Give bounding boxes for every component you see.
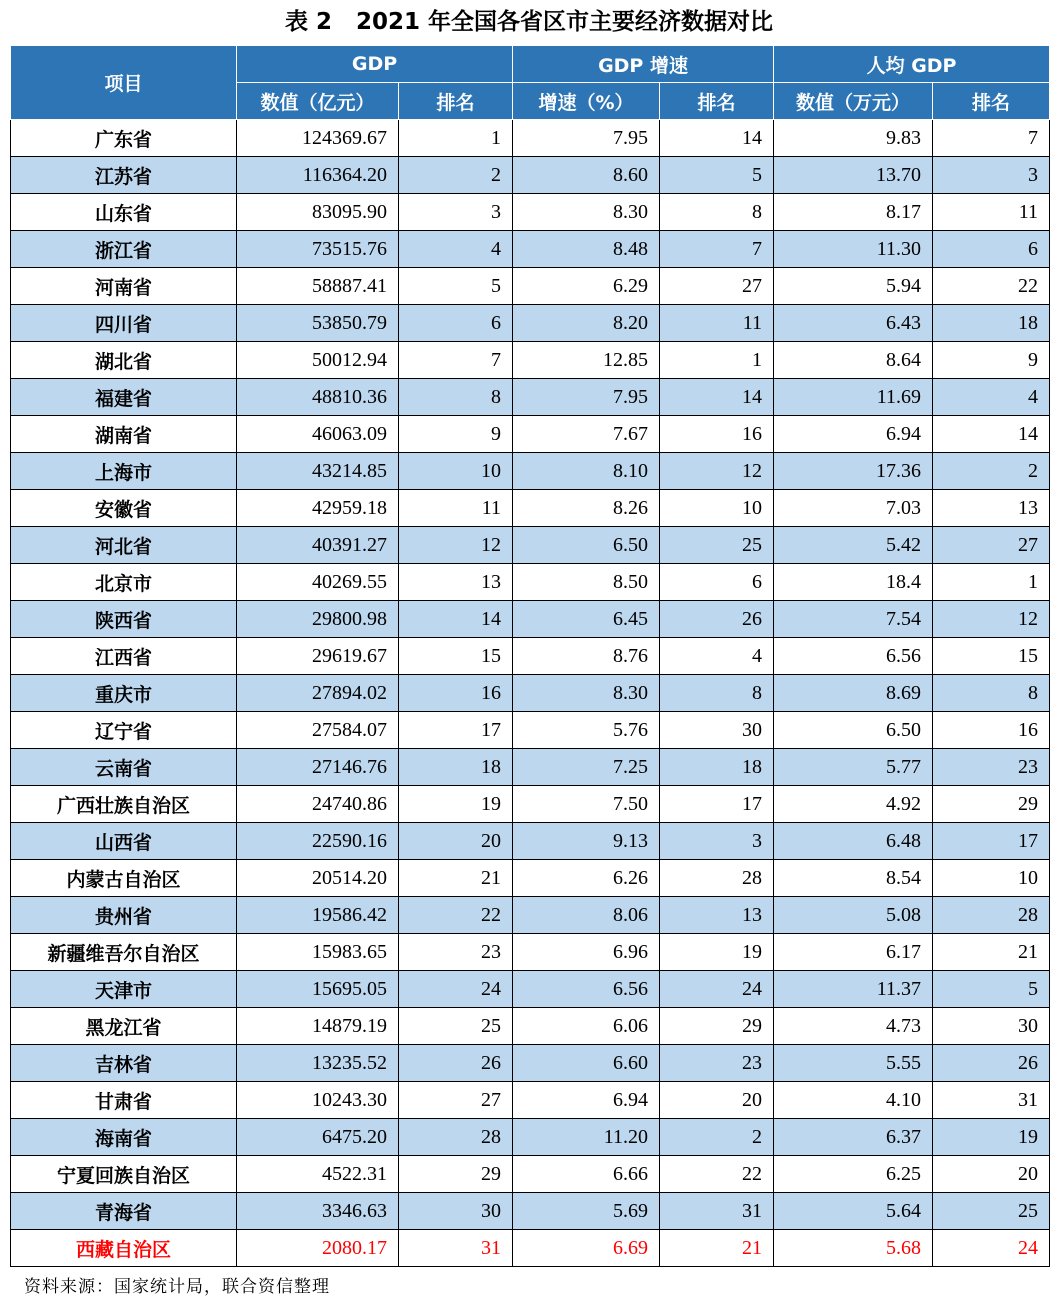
growth-value: 6.26 xyxy=(513,860,660,897)
gdp-rank: 10 xyxy=(399,453,513,490)
province-name: 江苏省 xyxy=(11,157,237,194)
growth-rank: 13 xyxy=(660,897,774,934)
per-capita-value: 9.83 xyxy=(774,120,933,157)
table-row xyxy=(11,897,1050,934)
gdp-value: 124369.67 xyxy=(237,120,399,157)
table-row xyxy=(11,120,1050,157)
header-gdp-growth: GDP 增速 xyxy=(513,46,774,83)
per-capita-value: 5.42 xyxy=(774,527,933,564)
growth-rank: 5 xyxy=(660,157,774,194)
gdp-rank: 4 xyxy=(399,231,513,268)
gdp-value: 22590.16 xyxy=(237,823,399,860)
growth-rank: 1 xyxy=(660,342,774,379)
per-capita-rank: 21 xyxy=(933,934,1050,971)
province-name: 河南省 xyxy=(11,268,237,305)
gdp-value: 10243.30 xyxy=(237,1082,399,1119)
gdp-value: 27584.07 xyxy=(237,712,399,749)
province-name: 黑龙江省 xyxy=(11,1008,237,1045)
gdp-value: 19586.42 xyxy=(237,897,399,934)
growth-value: 6.96 xyxy=(513,934,660,971)
growth-value: 9.13 xyxy=(513,823,660,860)
table-row xyxy=(11,194,1050,231)
gdp-value: 3346.63 xyxy=(237,1193,399,1230)
gdp-value: 58887.41 xyxy=(237,268,399,305)
growth-value: 6.56 xyxy=(513,971,660,1008)
gdp-value: 6475.20 xyxy=(237,1119,399,1156)
per-capita-value: 6.25 xyxy=(774,1156,933,1193)
table-row xyxy=(11,971,1050,1008)
gdp-rank: 1 xyxy=(399,120,513,157)
table-row xyxy=(11,1119,1050,1156)
per-capita-value: 6.56 xyxy=(774,638,933,675)
table-row xyxy=(11,1045,1050,1082)
gdp-value: 42959.18 xyxy=(237,490,399,527)
table-row xyxy=(11,268,1050,305)
gdp-rank: 25 xyxy=(399,1008,513,1045)
table-row xyxy=(11,601,1050,638)
table-title xyxy=(0,4,1058,40)
gdp-rank: 24 xyxy=(399,971,513,1008)
gdp-value: 13235.52 xyxy=(237,1045,399,1082)
gdp-rank: 8 xyxy=(399,379,513,416)
growth-rank: 8 xyxy=(660,675,774,712)
growth-rank: 19 xyxy=(660,934,774,971)
table-row xyxy=(11,823,1050,860)
growth-rank: 29 xyxy=(660,1008,774,1045)
per-capita-value: 5.55 xyxy=(774,1045,933,1082)
gdp-rank: 30 xyxy=(399,1193,513,1230)
gdp-value: 43214.85 xyxy=(237,453,399,490)
growth-value: 6.06 xyxy=(513,1008,660,1045)
gdp-value: 73515.76 xyxy=(237,231,399,268)
growth-rank: 24 xyxy=(660,971,774,1008)
growth-value: 8.20 xyxy=(513,305,660,342)
gdp-value: 27894.02 xyxy=(237,675,399,712)
growth-rank: 8 xyxy=(660,194,774,231)
growth-value: 6.45 xyxy=(513,601,660,638)
table-row xyxy=(11,379,1050,416)
per-capita-rank: 10 xyxy=(933,860,1050,897)
growth-value: 6.94 xyxy=(513,1082,660,1119)
table-row xyxy=(11,860,1050,897)
growth-rank: 16 xyxy=(660,416,774,453)
growth-rank: 18 xyxy=(660,749,774,786)
province-name: 云南省 xyxy=(11,749,237,786)
per-capita-rank: 16 xyxy=(933,712,1050,749)
growth-rank: 30 xyxy=(660,712,774,749)
province-name: 贵州省 xyxy=(11,897,237,934)
province-name: 安徽省 xyxy=(11,490,237,527)
per-capita-value: 6.94 xyxy=(774,416,933,453)
per-capita-value: 4.92 xyxy=(774,786,933,823)
gdp-rank: 22 xyxy=(399,897,513,934)
growth-rank: 23 xyxy=(660,1045,774,1082)
province-name: 福建省 xyxy=(11,379,237,416)
gdp-value: 116364.20 xyxy=(237,157,399,194)
province-name: 重庆市 xyxy=(11,675,237,712)
growth-value: 6.66 xyxy=(513,1156,660,1193)
growth-value: 5.69 xyxy=(513,1193,660,1230)
per-capita-value: 8.69 xyxy=(774,675,933,712)
province-name: 陕西省 xyxy=(11,601,237,638)
per-capita-rank: 11 xyxy=(933,194,1050,231)
province-name: 西藏自治区 xyxy=(11,1230,237,1267)
per-capita-value: 5.77 xyxy=(774,749,933,786)
growth-value: 7.67 xyxy=(513,416,660,453)
table-row xyxy=(11,157,1050,194)
table-row xyxy=(11,1230,1050,1267)
province-name: 甘肃省 xyxy=(11,1082,237,1119)
header-per-capita-rank: 排名 xyxy=(933,83,1050,120)
per-capita-rank: 28 xyxy=(933,897,1050,934)
per-capita-value: 13.70 xyxy=(774,157,933,194)
gdp-rank: 19 xyxy=(399,786,513,823)
gdp-value: 50012.94 xyxy=(237,342,399,379)
growth-value: 7.25 xyxy=(513,749,660,786)
province-name: 河北省 xyxy=(11,527,237,564)
gdp-rank: 7 xyxy=(399,342,513,379)
header-growth-value: 增速（%） xyxy=(513,83,660,120)
per-capita-value: 7.03 xyxy=(774,490,933,527)
growth-value: 6.50 xyxy=(513,527,660,564)
growth-rank: 14 xyxy=(660,120,774,157)
table-row xyxy=(11,342,1050,379)
growth-rank: 17 xyxy=(660,786,774,823)
per-capita-value: 4.10 xyxy=(774,1082,933,1119)
growth-rank: 25 xyxy=(660,527,774,564)
table-row xyxy=(11,749,1050,786)
table-number: 表 2 xyxy=(284,9,332,35)
per-capita-rank: 2 xyxy=(933,453,1050,490)
gdp-value: 15695.05 xyxy=(237,971,399,1008)
per-capita-rank: 5 xyxy=(933,971,1050,1008)
province-name: 上海市 xyxy=(11,453,237,490)
gdp-value: 27146.76 xyxy=(237,749,399,786)
growth-rank: 27 xyxy=(660,268,774,305)
growth-rank: 10 xyxy=(660,490,774,527)
per-capita-rank: 17 xyxy=(933,823,1050,860)
per-capita-rank: 31 xyxy=(933,1082,1050,1119)
per-capita-value: 5.64 xyxy=(774,1193,933,1230)
gdp-rank: 18 xyxy=(399,749,513,786)
growth-value: 12.85 xyxy=(513,342,660,379)
table-row xyxy=(11,564,1050,601)
growth-value: 8.30 xyxy=(513,194,660,231)
gdp-value: 29619.67 xyxy=(237,638,399,675)
province-name: 四川省 xyxy=(11,305,237,342)
table-row xyxy=(11,712,1050,749)
per-capita-rank: 18 xyxy=(933,305,1050,342)
header-per-capita-value: 数值（万元） xyxy=(774,83,933,120)
per-capita-value: 8.64 xyxy=(774,342,933,379)
gdp-value: 15983.65 xyxy=(237,934,399,971)
growth-value: 6.69 xyxy=(513,1230,660,1267)
growth-rank: 21 xyxy=(660,1230,774,1267)
gdp-rank: 14 xyxy=(399,601,513,638)
gdp-rank: 31 xyxy=(399,1230,513,1267)
per-capita-value: 11.37 xyxy=(774,971,933,1008)
growth-value: 8.30 xyxy=(513,675,660,712)
per-capita-value: 6.48 xyxy=(774,823,933,860)
table-caption: 2021 年全国各省区市主要经济数据对比 xyxy=(356,9,774,35)
table-row xyxy=(11,1193,1050,1230)
province-name: 海南省 xyxy=(11,1119,237,1156)
per-capita-value: 5.08 xyxy=(774,897,933,934)
per-capita-value: 6.37 xyxy=(774,1119,933,1156)
province-name: 天津市 xyxy=(11,971,237,1008)
table-row xyxy=(11,934,1050,971)
growth-rank: 3 xyxy=(660,823,774,860)
gdp-value: 83095.90 xyxy=(237,194,399,231)
growth-value: 8.48 xyxy=(513,231,660,268)
per-capita-rank: 7 xyxy=(933,120,1050,157)
province-name: 宁夏回族自治区 xyxy=(11,1156,237,1193)
gdp-rank: 29 xyxy=(399,1156,513,1193)
source-note: 资料来源：国家统计局，联合资信整理 xyxy=(24,1277,330,1297)
table-row xyxy=(11,786,1050,823)
gdp-value: 46063.09 xyxy=(237,416,399,453)
per-capita-rank: 24 xyxy=(933,1230,1050,1267)
gdp-rank: 28 xyxy=(399,1119,513,1156)
per-capita-rank: 30 xyxy=(933,1008,1050,1045)
growth-rank: 28 xyxy=(660,860,774,897)
table-row xyxy=(11,638,1050,675)
per-capita-value: 11.69 xyxy=(774,379,933,416)
province-name: 吉林省 xyxy=(11,1045,237,1082)
per-capita-rank: 22 xyxy=(933,268,1050,305)
gdp-value: 20514.20 xyxy=(237,860,399,897)
gdp-value: 40391.27 xyxy=(237,527,399,564)
province-name: 山西省 xyxy=(11,823,237,860)
per-capita-rank: 12 xyxy=(933,601,1050,638)
gdp-value: 40269.55 xyxy=(237,564,399,601)
per-capita-value: 8.17 xyxy=(774,194,933,231)
per-capita-rank: 14 xyxy=(933,416,1050,453)
header-gdp-rank: 排名 xyxy=(399,83,513,120)
header-per-capita-gdp: 人均 GDP xyxy=(774,46,1050,83)
growth-rank: 6 xyxy=(660,564,774,601)
economic-data-table xyxy=(10,45,1050,1267)
gdp-rank: 13 xyxy=(399,564,513,601)
per-capita-value: 6.43 xyxy=(774,305,933,342)
per-capita-value: 11.30 xyxy=(774,231,933,268)
gdp-value: 24740.86 xyxy=(237,786,399,823)
gdp-value: 2080.17 xyxy=(237,1230,399,1267)
province-name: 湖南省 xyxy=(11,416,237,453)
per-capita-rank: 20 xyxy=(933,1156,1050,1193)
table-body xyxy=(11,120,1050,1267)
province-name: 广西壮族自治区 xyxy=(11,786,237,823)
growth-rank: 4 xyxy=(660,638,774,675)
growth-rank: 12 xyxy=(660,453,774,490)
growth-rank: 31 xyxy=(660,1193,774,1230)
per-capita-value: 5.68 xyxy=(774,1230,933,1267)
province-name: 辽宁省 xyxy=(11,712,237,749)
growth-rank: 11 xyxy=(660,305,774,342)
per-capita-rank: 23 xyxy=(933,749,1050,786)
growth-rank: 20 xyxy=(660,1082,774,1119)
growth-value: 7.95 xyxy=(513,120,660,157)
growth-value: 11.20 xyxy=(513,1119,660,1156)
growth-rank: 7 xyxy=(660,231,774,268)
growth-value: 8.50 xyxy=(513,564,660,601)
per-capita-rank: 15 xyxy=(933,638,1050,675)
gdp-rank: 3 xyxy=(399,194,513,231)
per-capita-value: 5.94 xyxy=(774,268,933,305)
growth-value: 8.10 xyxy=(513,453,660,490)
gdp-rank: 17 xyxy=(399,712,513,749)
table-row xyxy=(11,305,1050,342)
gdp-value: 4522.31 xyxy=(237,1156,399,1193)
gdp-rank: 27 xyxy=(399,1082,513,1119)
gdp-rank: 21 xyxy=(399,860,513,897)
gdp-rank: 5 xyxy=(399,268,513,305)
province-name: 广东省 xyxy=(11,120,237,157)
growth-value: 6.60 xyxy=(513,1045,660,1082)
per-capita-value: 18.4 xyxy=(774,564,933,601)
growth-value: 6.29 xyxy=(513,268,660,305)
per-capita-rank: 19 xyxy=(933,1119,1050,1156)
per-capita-rank: 8 xyxy=(933,675,1050,712)
growth-value: 8.26 xyxy=(513,490,660,527)
gdp-rank: 9 xyxy=(399,416,513,453)
per-capita-rank: 26 xyxy=(933,1045,1050,1082)
table-row xyxy=(11,527,1050,564)
per-capita-value: 6.50 xyxy=(774,712,933,749)
gdp-rank: 16 xyxy=(399,675,513,712)
per-capita-value: 6.17 xyxy=(774,934,933,971)
province-name: 新疆维吾尔自治区 xyxy=(11,934,237,971)
growth-rank: 26 xyxy=(660,601,774,638)
table-row xyxy=(11,490,1050,527)
province-name: 青海省 xyxy=(11,1193,237,1230)
gdp-value: 53850.79 xyxy=(237,305,399,342)
growth-value: 5.76 xyxy=(513,712,660,749)
gdp-rank: 11 xyxy=(399,490,513,527)
per-capita-rank: 27 xyxy=(933,527,1050,564)
gdp-rank: 6 xyxy=(399,305,513,342)
growth-value: 8.06 xyxy=(513,897,660,934)
gdp-value: 29800.98 xyxy=(237,601,399,638)
gdp-rank: 2 xyxy=(399,157,513,194)
table-row xyxy=(11,416,1050,453)
province-name: 湖北省 xyxy=(11,342,237,379)
per-capita-value: 7.54 xyxy=(774,601,933,638)
per-capita-rank: 6 xyxy=(933,231,1050,268)
table-row xyxy=(11,453,1050,490)
gdp-value: 48810.36 xyxy=(237,379,399,416)
table-row xyxy=(11,1156,1050,1193)
growth-value: 8.76 xyxy=(513,638,660,675)
growth-rank: 2 xyxy=(660,1119,774,1156)
gdp-rank: 23 xyxy=(399,934,513,971)
gdp-rank: 12 xyxy=(399,527,513,564)
province-name: 浙江省 xyxy=(11,231,237,268)
province-name: 山东省 xyxy=(11,194,237,231)
per-capita-rank: 13 xyxy=(933,490,1050,527)
growth-value: 7.95 xyxy=(513,379,660,416)
gdp-value: 14879.19 xyxy=(237,1008,399,1045)
header-growth-rank: 排名 xyxy=(660,83,774,120)
growth-rank: 14 xyxy=(660,379,774,416)
header-gdp-value: 数值（亿元） xyxy=(237,83,399,120)
header-gdp: GDP xyxy=(237,46,513,83)
table-row xyxy=(11,1082,1050,1119)
per-capita-value: 4.73 xyxy=(774,1008,933,1045)
gdp-rank: 26 xyxy=(399,1045,513,1082)
per-capita-rank: 1 xyxy=(933,564,1050,601)
per-capita-rank: 9 xyxy=(933,342,1050,379)
province-name: 内蒙古自治区 xyxy=(11,860,237,897)
table-row xyxy=(11,675,1050,712)
table-row xyxy=(11,1008,1050,1045)
table-row xyxy=(11,231,1050,268)
growth-value: 7.50 xyxy=(513,786,660,823)
per-capita-rank: 3 xyxy=(933,157,1050,194)
per-capita-value: 17.36 xyxy=(774,453,933,490)
per-capita-value: 8.54 xyxy=(774,860,933,897)
per-capita-rank: 25 xyxy=(933,1193,1050,1230)
per-capita-rank: 4 xyxy=(933,379,1050,416)
province-name: 江西省 xyxy=(11,638,237,675)
gdp-rank: 20 xyxy=(399,823,513,860)
header-item: 项目 xyxy=(11,46,237,120)
province-name: 北京市 xyxy=(11,564,237,601)
growth-value: 8.60 xyxy=(513,157,660,194)
gdp-rank: 15 xyxy=(399,638,513,675)
per-capita-rank: 29 xyxy=(933,786,1050,823)
growth-rank: 22 xyxy=(660,1156,774,1193)
